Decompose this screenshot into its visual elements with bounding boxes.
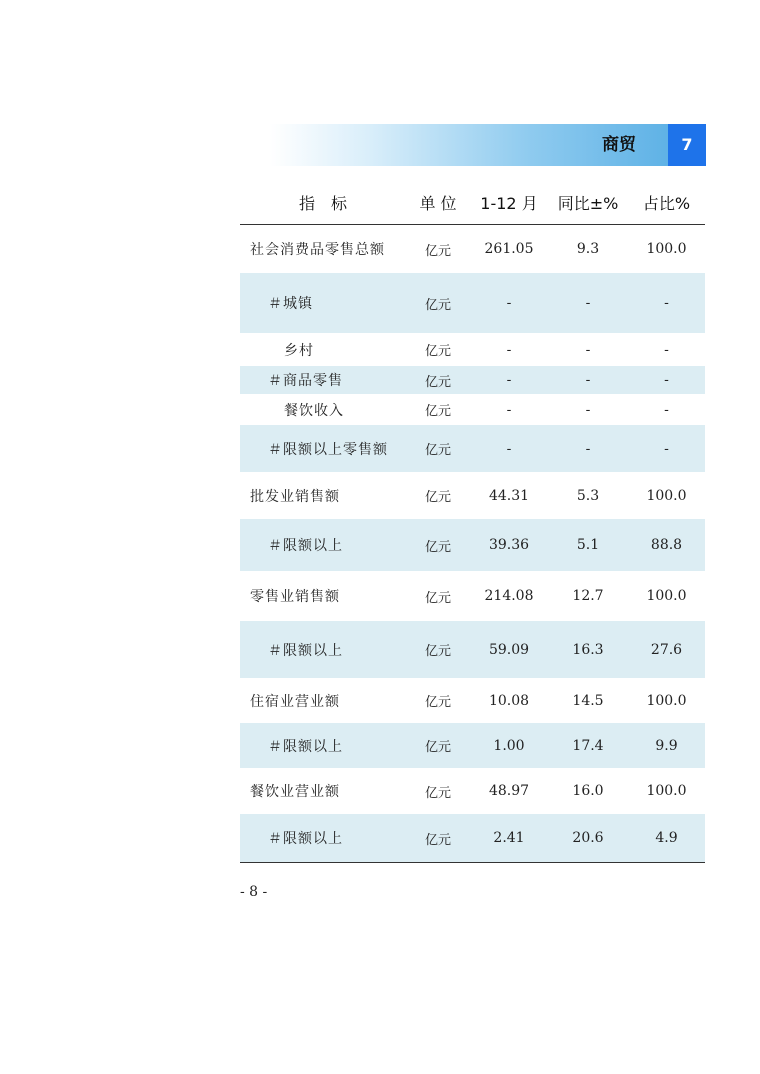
section-title: 商贸	[602, 135, 636, 155]
table-row	[240, 225, 705, 273]
page-number: - 8 -	[240, 884, 268, 900]
row-unit: 亿元	[424, 490, 451, 505]
statistics-table	[240, 181, 705, 863]
header-unit: 单 位	[419, 194, 457, 213]
table-row	[240, 768, 705, 814]
table-row	[240, 425, 705, 472]
row-yoy: 17.4	[572, 737, 604, 754]
row-name: ＃限额以上	[268, 738, 343, 755]
row-yoy: 20.6	[572, 830, 604, 846]
row-yoy: -	[585, 295, 591, 311]
row-value: 59.09	[488, 641, 530, 658]
row-yoy: -	[585, 372, 591, 388]
row-share: -	[664, 372, 669, 388]
row-yoy: 5.1	[576, 537, 600, 553]
row-unit: 亿元	[424, 785, 451, 801]
table-row	[240, 621, 705, 678]
row-name: 零售业销售额	[250, 589, 340, 605]
row-value: 39.36	[488, 537, 530, 553]
row-share: -	[664, 341, 669, 358]
row-yoy: 16.0	[572, 783, 604, 799]
row-value: 10.08	[488, 692, 530, 709]
row-unit: 亿元	[424, 644, 451, 659]
row-share: 4.9	[655, 830, 678, 846]
row-share: 100.0	[646, 783, 687, 799]
row-unit: 亿元	[424, 344, 451, 359]
row-unit: 亿元	[424, 297, 451, 313]
table-row	[240, 472, 705, 519]
row-unit: 亿元	[424, 740, 451, 755]
header-yoy: 同比±%	[557, 194, 619, 213]
row-value: 1.00	[493, 737, 525, 754]
row-value: -	[506, 372, 512, 388]
row-unit: 亿元	[424, 695, 451, 710]
row-yoy: -	[585, 440, 591, 457]
table-row	[240, 333, 705, 366]
row-yoy: 9.3	[576, 241, 600, 257]
row-value: -	[506, 341, 512, 358]
row-yoy: 5.3	[576, 487, 600, 504]
row-share: 100.0	[646, 588, 687, 604]
table-row	[240, 678, 705, 723]
row-share: 100.0	[646, 692, 687, 709]
row-name: 乡村	[284, 342, 314, 359]
row-unit: 亿元	[424, 590, 451, 606]
row-name: 社会消费品零售总额	[250, 242, 385, 258]
row-name: ＃城镇	[268, 296, 313, 312]
row-value: 2.41	[493, 830, 525, 846]
row-share: -	[664, 295, 669, 311]
row-unit: 亿元	[424, 374, 451, 390]
row-name: 餐饮业营业额	[250, 784, 340, 800]
header-share: 占比%	[642, 194, 691, 213]
table-header	[240, 181, 705, 225]
table-row	[240, 394, 705, 425]
row-value: -	[506, 295, 512, 311]
table-row	[240, 366, 705, 394]
row-share: -	[664, 440, 669, 457]
row-name: ＃商品零售	[268, 373, 343, 389]
row-name: ＃限额以上零售额	[268, 441, 388, 458]
row-value: 48.97	[488, 783, 530, 799]
row-yoy: 12.7	[572, 588, 604, 604]
table-bottom-rule	[240, 862, 705, 863]
section-banner	[270, 124, 668, 166]
row-share: 100.0	[646, 241, 687, 257]
row-yoy: 16.3	[572, 641, 604, 658]
row-unit: 亿元	[424, 832, 451, 848]
row-yoy: -	[585, 341, 591, 358]
table-row	[240, 571, 705, 621]
row-unit: 亿元	[424, 539, 451, 555]
row-name: 住宿业营业额	[250, 693, 340, 710]
row-name: ＃限额以上	[268, 831, 343, 847]
row-value: 261.05	[484, 241, 534, 257]
row-value: 214.08	[484, 588, 534, 604]
row-name: ＃限额以上	[268, 538, 343, 554]
table-row	[240, 723, 705, 768]
row-name: 餐饮收入	[284, 402, 344, 419]
row-yoy: -	[585, 401, 591, 418]
chapter-number: 7	[668, 124, 706, 166]
row-value: 44.31	[488, 487, 530, 504]
row-value: -	[506, 401, 512, 418]
row-unit: 亿元	[424, 243, 451, 259]
header-indicator: 指 标	[298, 194, 347, 213]
row-yoy: 14.5	[572, 692, 604, 709]
row-share: 88.8	[650, 537, 683, 553]
row-name: ＃限额以上	[268, 642, 343, 659]
header-value: 1-12 月	[480, 194, 538, 213]
table-row	[240, 814, 705, 862]
row-share: 9.9	[655, 737, 678, 754]
row-share: -	[664, 401, 669, 418]
row-name: 批发业销售额	[250, 488, 340, 505]
row-share: 27.6	[650, 641, 683, 658]
table-row	[240, 519, 705, 571]
row-share: 100.0	[646, 487, 687, 504]
row-unit: 亿元	[424, 443, 451, 458]
row-unit: 亿元	[424, 404, 451, 419]
row-value: -	[506, 440, 512, 457]
table-row	[240, 273, 705, 333]
